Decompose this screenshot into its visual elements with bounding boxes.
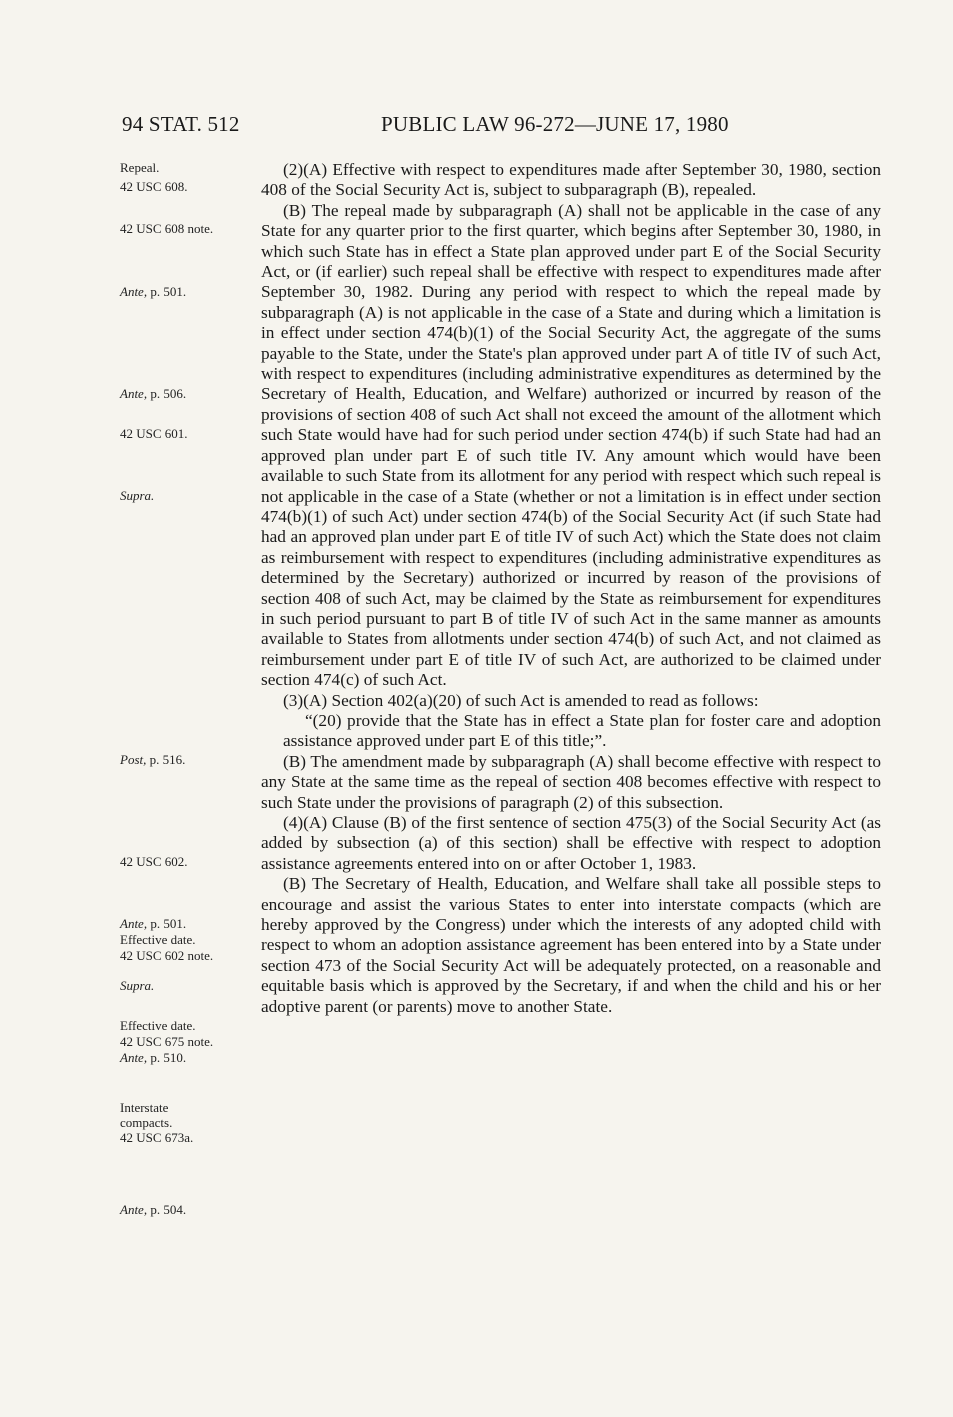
margin-note: Ante, p. 504. (120, 1202, 187, 1217)
margin-note: Ante, p. 501. (120, 916, 187, 931)
margin-note: 42 USC 602 note. (120, 948, 214, 963)
paragraph-3a: (3)(A) Section 402(a)(20) of such Act is amended to read as follows: (283, 690, 759, 710)
margin-note: 42 USC 602. (120, 854, 188, 869)
paragraph-3b: (B) The amendment made by subparagraph (A) shall become effective with respect to any State at the same time as the repeal of section 408 becomes effective with respect to such State under the provisions of paragraph (2) of this subsection. (261, 751, 881, 812)
margin-note: 42 USC 601. (120, 426, 188, 441)
paragraph-2b: (B) The repeal made by subparagraph (A) shall not be applicable in the case of any State for any quarter prior to the first quarter, which begins after September 30, 1980, in which such State has in effect a State plan approved under part E of the Social Security Act, or (if earlier) such repeal shall be effective with respect to expenditures made after September 30, 1982. During any period with respect to which the repeal made by subparagraph (A) is not applicable in the case of a State and during which a limitation is in effect under section 474(b)(1) of the Social Security Act, the aggregate of the sums payable to the State, under the State's plan approved under part A of title IV of such Act, with respect to expenditures (including administrative expenditures as determined by the Secretary of Health, Education, and Welfare) authorized or incurred by reason of the provisions of section 408 of such Act shall not exceed the amount of the allotment which such State would have had for such period under section 474(b) if such State had had an approved plan under part E of such title IV. Any amount which would have been available to such State from its allotment for any period with respect which such repeal is not applicable in the case of a State (whether or not a limitation is in effect under section 474(b)(1) of such Act) under section 474(b) of the Social Security Act (if such State had had an approved plan under part E of title IV of such Act) which the State does not claim as reimbursement with respect to expenditures (including administrative expenditures as determined by the Secretary) authorized or incurred by reason of the provisions of section 408 of such Act, may be claimed by the State as reimbursement for expenditures in such period pursuant to part B of title IV of such Act in the same manner as amounts available to States from allotments under section 474(b) of such Act, and not claimed as reimbursement under part E of title IV of such Act, are authorized to be claimed under section 474(c) of such Act. (261, 200, 881, 690)
paragraph-4b: (B) The Secretary of Health, Education, and Welfare shall take all possible steps to encourage and assist the various States to enter into interstate compacts (which are hereby approved by the Congress) under which the interests of any adopted child with respect to whom an adoption assistance agreement has been entered into by a State under section 473 of the Social Security Act will be adequately protected, on a reasonable and equitable basis which is approved by the Secretary, if and when the child and his or her adoptive parent (or parents) move to another State. (261, 874, 881, 1016)
margin-note: Supra. (120, 488, 155, 503)
statute-body (261, 160, 881, 1017)
margin-note: 42 USC 673a. (120, 1130, 194, 1145)
margin-note: Post, p. 516. (120, 752, 186, 767)
margin-note: Effective date. (120, 932, 196, 947)
paragraph-2a: (2)(A) Effective with respect to expenditures made after September 30, 1980, section 408 of the Social Security Act is, subject to subparagraph (B), repealed. (261, 160, 881, 200)
amended-text-quote: “(20) provide that the State has in effect a State plan for foster care and adoption assistance approved under part E of this title;”. (283, 710, 881, 751)
paragraph-4a: (4)(A) Clause (B) of the first sentence of section 475(3) of the Social Security Act (as added by subsection (a) of this section) shall be effective with respect to adoption assistance agreements entered into on or after October 1, 1983. (261, 813, 881, 873)
margin-note: Ante, p. 510. (120, 1050, 187, 1065)
margin-note: compacts. (120, 1115, 173, 1130)
margin-note: Ante, p. 501. (120, 284, 187, 299)
margin-note: 42 USC 608 note. (120, 221, 214, 236)
page-header (0, 112, 953, 144)
margin-note: Effective date. (120, 1018, 196, 1033)
margin-note: 42 USC 675 note. (120, 1034, 214, 1049)
margin-note: Ante, p. 506. (120, 386, 187, 401)
stat-page-number: 94 STAT. 512 (122, 112, 240, 136)
margin-note: Repeal. (120, 160, 160, 175)
margin-note: Supra. (120, 978, 155, 993)
public-law-title: PUBLIC LAW 96-272—JUNE 17, 1980 (381, 112, 729, 136)
margin-note: Interstate (120, 1100, 169, 1115)
margin-note: 42 USC 608. (120, 179, 188, 194)
